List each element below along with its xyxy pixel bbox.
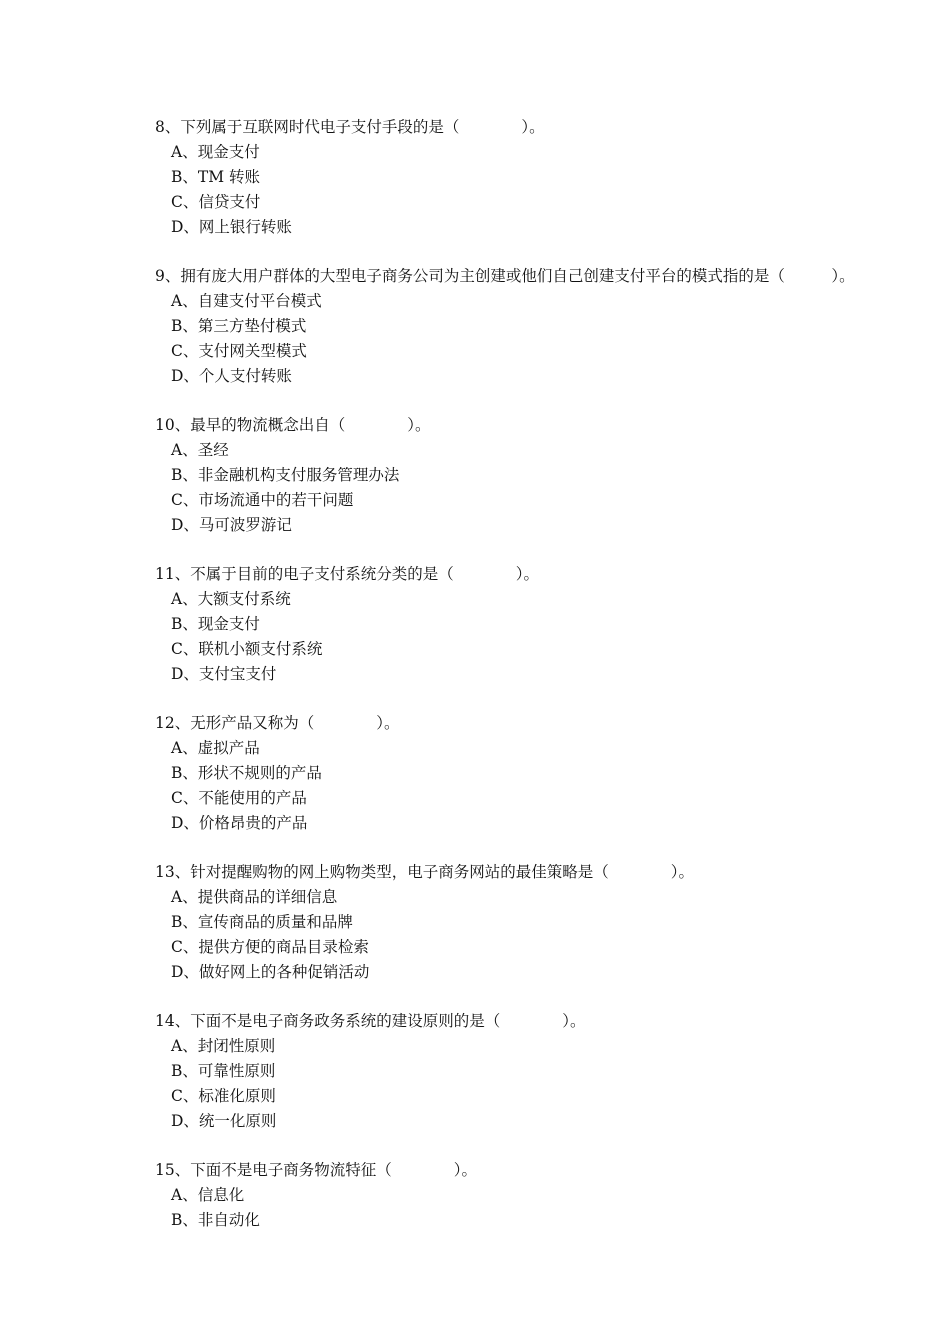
option-b: B、非金融机构支付服务管理办法	[171, 466, 400, 484]
option-a: A、大额支付系统	[171, 590, 291, 608]
option-b: B、可靠性原则	[171, 1062, 276, 1080]
option-d: D、马可波罗游记	[171, 516, 292, 534]
option-c: C、支付网关型模式	[171, 342, 307, 360]
option-c: C、信贷支付	[171, 193, 261, 211]
option-d: D、网上银行转账	[171, 218, 292, 236]
question-12	[155, 711, 915, 836]
question-9	[155, 264, 915, 389]
question-stem: 13、针对提醒购物的网上购物类型，电子商务网站的最佳策略是（ ）。	[155, 863, 694, 881]
question-stem: 11、不属于目前的电子支付系统分类的是（ ）。	[155, 565, 539, 583]
option-c: C、市场流通中的若干问题	[171, 491, 354, 509]
option-d: D、支付宝支付	[171, 665, 277, 683]
question-10	[155, 413, 915, 538]
option-a: A、自建支付平台模式	[171, 292, 322, 310]
option-d: D、价格昂贵的产品	[171, 814, 308, 832]
option-d: D、个人支付转账	[171, 367, 292, 385]
question-stem: 10、最早的物流概念出自（ ）。	[155, 416, 431, 434]
option-d: D、做好网上的各种促销活动	[171, 963, 370, 981]
option-b: B、形状不规则的产品	[171, 764, 322, 782]
option-a: A、信息化	[171, 1186, 245, 1204]
option-c: C、联机小额支付系统	[171, 640, 323, 658]
question-15	[155, 1158, 915, 1233]
question-stem: 14、下面不是电子商务政务系统的建设原则的是（ ）。	[155, 1012, 586, 1030]
option-c: C、不能使用的产品	[171, 789, 307, 807]
option-b: B、宣传商品的质量和品牌	[171, 913, 353, 931]
question-stem: 15、下面不是电子商务物流特征（ ）。	[155, 1161, 477, 1179]
option-a: A、现金支付	[171, 143, 260, 161]
option-a: A、封闭性原则	[171, 1037, 276, 1055]
option-c: C、提供方便的商品目录检索	[171, 938, 369, 956]
option-b: B、第三方垫付模式	[171, 317, 307, 335]
question-14	[155, 1009, 915, 1134]
question-stem: 9、拥有庞大用户群体的大型电子商务公司为主创建或他们自己创建支付平台的模式指的是（ ）。	[155, 267, 855, 285]
question-11	[155, 562, 915, 687]
option-a: A、虚拟产品	[171, 739, 260, 757]
question-stem: 12、无形产品又称为（ ）。	[155, 714, 400, 732]
option-b: B、非自动化	[171, 1211, 260, 1229]
option-a: A、圣经	[171, 441, 229, 459]
question-stem: 8、下列属于互联网时代电子支付手段的是（ ）。	[155, 118, 545, 136]
option-b: B、现金支付	[171, 615, 260, 633]
option-d: D、统一化原则	[171, 1112, 277, 1130]
option-b: B、TM 转账	[171, 168, 261, 186]
option-a: A、提供商品的详细信息	[171, 888, 338, 906]
question-8	[155, 115, 915, 240]
question-list	[155, 115, 915, 1257]
question-13	[155, 860, 915, 985]
option-c: C、标准化原则	[171, 1087, 276, 1105]
